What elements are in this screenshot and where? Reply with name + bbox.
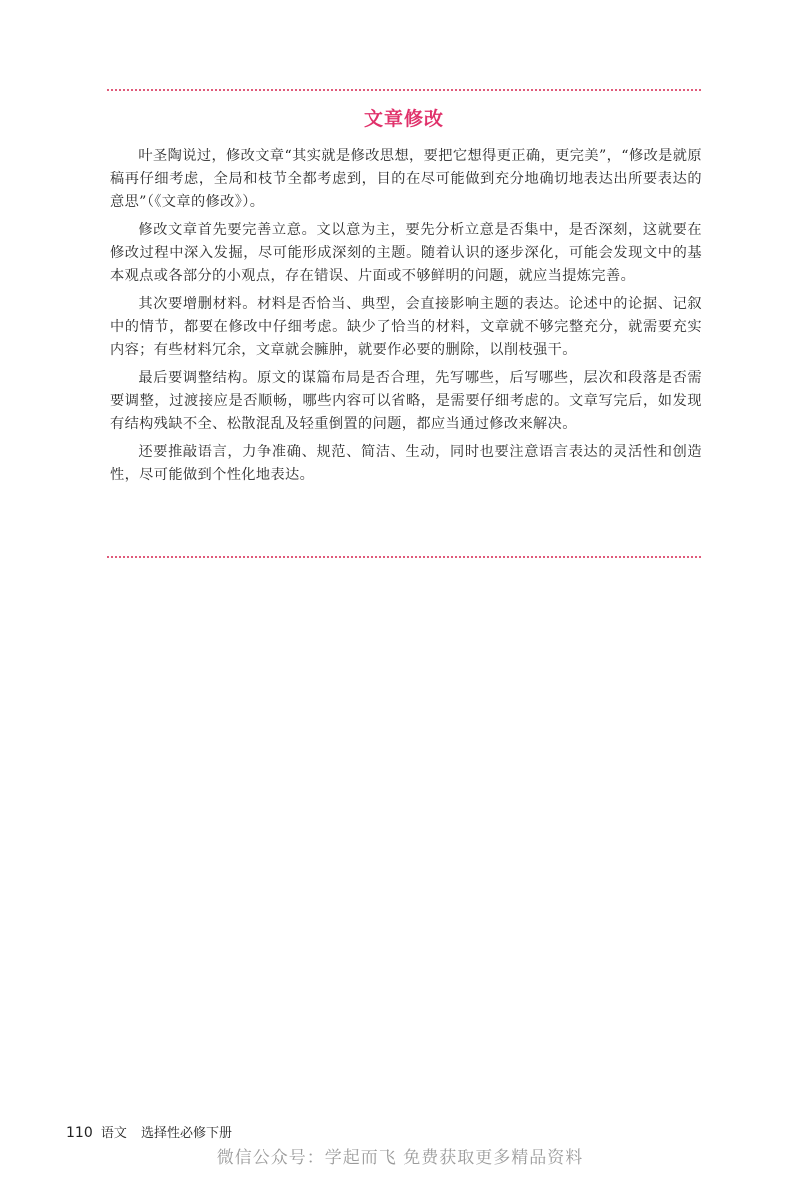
subject-label: 语文 [100, 1126, 127, 1141]
book-label: 选择性必修下册 [141, 1126, 233, 1141]
page-number: 110 [66, 1125, 93, 1141]
page-footer [66, 1122, 232, 1141]
bottom-dotted-divider [107, 556, 701, 558]
paragraph-4: 最后要调整结构。原文的谋篇布局是否合理，先写哪些，后写哪些，层次和段落是否需要调整，过渡接应是否顺畅，哪些内容可以省略，是需要仔细考虑的。文章写完后，如发现有结构残缺不全、松散混乱及轻重倒置的问题，都应当通过修改来解决。 [110, 370, 702, 432]
section-title: 文章修改 [363, 108, 444, 130]
paragraph-5: 还要推敲语言，力争准确、规范、简洁、生动，同时也要注意语言表达的灵活性和创造性，尽可能做到个性化地表达。 [110, 444, 702, 483]
paragraph-1: 叶圣陶说过，修改文章“其实就是修改思想，要把它想得更正确，更完美”，“修改是就原稿再仔细考虑，全局和枝节全都考虑到，目的在尽可能做到充分地确切地表达出所要表达的意思”（《文章的修改》）。 [110, 148, 702, 210]
watermark-text: 微信公众号：学起而飞 免费获取更多精品资料 [216, 1148, 584, 1168]
section-body [110, 145, 702, 492]
top-dotted-divider [107, 89, 701, 91]
paragraph-3: 其次要增删材料。材料是否恰当、典型，会直接影响主题的表达。论述中的论据、记叙中的情节，都要在修改中仔细考虑。缺少了恰当的材料，文章就不够完整充分，就需要充实内容；有些材料冗余，文章就会臃肿，就要作必要的删除，以削枝强干。 [110, 296, 702, 358]
paragraph-2: 修改文章首先要完善立意。文以意为主，要先分析立意是否集中，是否深刻，这就要在修改过程中深入发掘，尽可能形成深刻的主题。随着认识的逐步深化，可能会发现文中的基本观点或各部分的小观点，存在错误、片面或不够鲜明的问题，就应当提炼完善。 [110, 222, 702, 284]
